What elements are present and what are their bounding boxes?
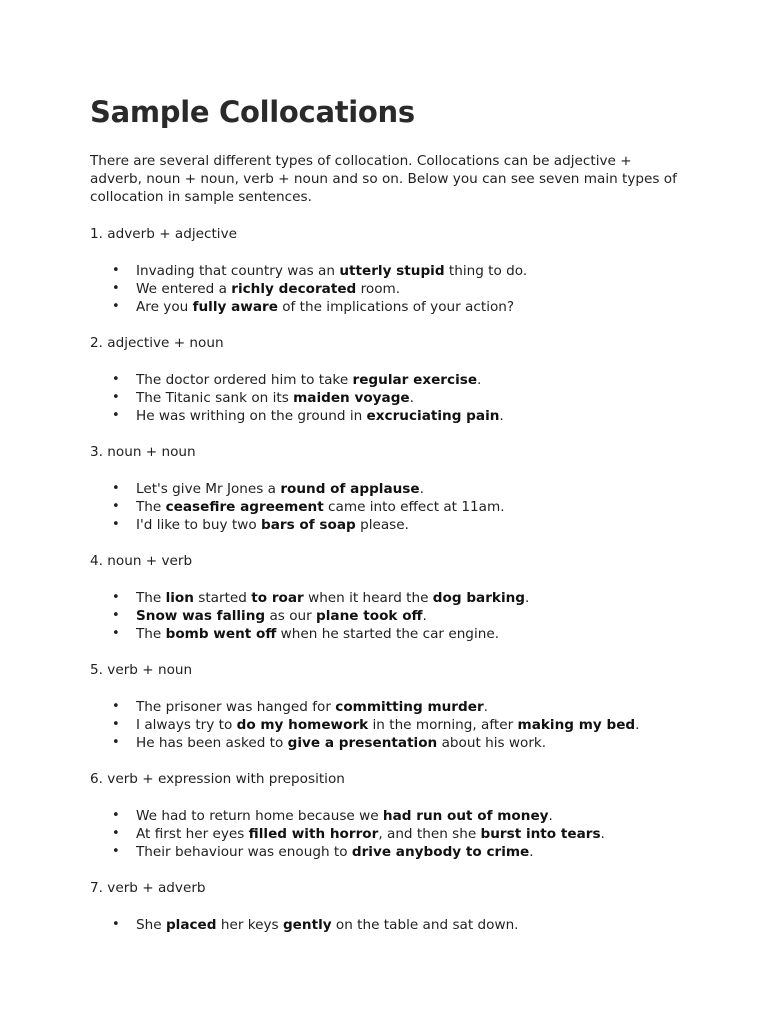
collocation-phrase: burst into tears	[480, 826, 601, 842]
collocation-phrase: to roar	[251, 590, 304, 606]
sentence-text: .	[499, 408, 504, 424]
sentence-text: .	[635, 717, 640, 733]
sentence-text: He was writhing on the ground in	[136, 408, 367, 424]
sentence-text: .	[477, 372, 482, 388]
bullet-icon: •	[112, 608, 120, 623]
bullet-icon: •	[112, 481, 120, 496]
sentence-text: in the morning, after	[368, 717, 518, 733]
collocation-phrase: committing murder	[335, 699, 484, 715]
collocation-phrase: round of applause	[280, 481, 420, 497]
sentence-text: .	[525, 590, 530, 606]
collocation-phrase: bomb went off	[165, 626, 277, 642]
example-list	[90, 371, 690, 425]
bullet-icon: •	[112, 281, 120, 296]
section-heading: 7. verb + adverb	[90, 880, 206, 896]
sentence-text: He has been asked to	[136, 735, 288, 751]
sentence-text: I'd like to buy two	[136, 517, 261, 533]
example-list	[90, 807, 690, 861]
example-list	[90, 262, 690, 316]
example-sentence	[90, 734, 690, 752]
sentence-text: At first her eyes	[136, 826, 249, 842]
sentence-text: Their behaviour was enough to	[136, 844, 352, 860]
collocation-phrase: do my homework	[236, 717, 369, 733]
sentence-text: .	[419, 481, 424, 497]
example-sentence	[90, 389, 690, 407]
collocation-phrase: lion	[165, 590, 194, 606]
section-heading: 1. adverb + adjective	[90, 226, 237, 242]
bullet-icon: •	[112, 408, 120, 423]
sentence-text: when it heard the	[303, 590, 433, 606]
sentence-text: about his work.	[437, 735, 547, 751]
example-sentence	[90, 843, 690, 861]
sentence-text: Let's give Mr Jones a	[136, 481, 281, 497]
example-sentence	[90, 589, 690, 607]
sentence-text: thing to do.	[444, 263, 528, 279]
example-sentence	[90, 262, 690, 280]
sentence-text: room.	[356, 281, 401, 297]
example-sentence	[90, 298, 690, 316]
bullet-icon: •	[112, 735, 120, 750]
example-sentence	[90, 825, 690, 843]
sentence-text: came into effect at 11am.	[323, 499, 505, 515]
example-sentence	[90, 407, 690, 425]
example-sentence	[90, 607, 690, 625]
sentence-text: We had to return home because we	[136, 808, 383, 824]
bullet-icon: •	[112, 590, 120, 605]
bullet-icon: •	[112, 917, 120, 932]
collocation-phrase: filled with horror	[248, 826, 379, 842]
section-heading: 5. verb + noun	[90, 662, 193, 678]
collocation-phrase: ceasefire agreement	[165, 499, 324, 515]
sentence-text: .	[529, 844, 534, 860]
sentence-text: .	[483, 699, 488, 715]
bullet-icon: •	[112, 844, 120, 859]
example-list	[90, 698, 690, 752]
bullet-icon: •	[112, 626, 120, 641]
sentence-text: her keys	[216, 917, 283, 933]
sentence-text: The prisoner was hanged for	[136, 699, 336, 715]
collocation-phrase: excruciating pain	[366, 408, 500, 424]
collocation-phrase: gently	[282, 917, 332, 933]
sentence-text: .	[409, 390, 414, 406]
bullet-icon: •	[112, 699, 120, 714]
section-heading: 6. verb + expression with preposition	[90, 771, 345, 787]
collocation-phrase: making my bed	[517, 717, 636, 733]
example-sentence	[90, 807, 690, 825]
collocation-phrase: fully aware	[192, 299, 278, 315]
collocation-phrase: drive anybody to crime	[351, 844, 530, 860]
example-list	[90, 480, 690, 534]
sentence-text: Are you	[136, 299, 193, 315]
sentence-text: when he started the car engine.	[276, 626, 500, 642]
sentence-text: Invading that country was an	[136, 263, 340, 279]
example-list	[90, 589, 690, 643]
bullet-icon: •	[112, 808, 120, 823]
bullet-icon: •	[112, 299, 120, 314]
sentence-text: of the implications of your action?	[277, 299, 515, 315]
section-heading: 2. adjective + noun	[90, 335, 224, 351]
sentence-text: .	[548, 808, 553, 824]
sentence-text: , and then she	[378, 826, 481, 842]
collocation-phrase: Snow was falling	[136, 608, 266, 624]
example-sentence	[90, 916, 690, 934]
bullet-icon: •	[112, 717, 120, 732]
example-sentence	[90, 625, 690, 643]
sentence-text: The	[136, 626, 166, 642]
sentence-text: started	[193, 590, 252, 606]
sentence-text: The	[136, 499, 166, 515]
sentence-text: We entered a	[136, 281, 232, 297]
intro-paragraph: There are several different types of collocation. Collocations can be adjective + adverb, noun + noun, verb + noun and so on. Below you can see seven main types of collocation in sample sentences.	[90, 153, 677, 205]
collocation-phrase: bars of soap	[261, 517, 356, 533]
bullet-icon: •	[112, 390, 120, 405]
bullet-icon: •	[112, 372, 120, 387]
page-title: Sample Collocations	[90, 95, 415, 129]
sentence-text: The doctor ordered him to take	[136, 372, 353, 388]
collocation-phrase: richly decorated	[231, 281, 357, 297]
section-heading: 3. noun + noun	[90, 444, 196, 460]
sentence-text: .	[600, 826, 605, 842]
sentence-text: The	[136, 590, 166, 606]
collocation-sections	[90, 225, 690, 934]
sentence-text: The Titanic sank on its	[136, 390, 294, 406]
bullet-icon: •	[112, 826, 120, 841]
example-sentence	[90, 480, 690, 498]
collocation-phrase: plane took off	[316, 608, 423, 624]
sentence-text: on the table and sat down.	[331, 917, 519, 933]
sentence-text: I always try to	[136, 717, 237, 733]
collocation-phrase: give a presentation	[287, 735, 438, 751]
sentence-text: as our	[265, 608, 317, 624]
bullet-icon: •	[112, 263, 120, 278]
sentence-text: please.	[355, 517, 409, 533]
example-sentence	[90, 371, 690, 389]
collocation-phrase: dog barking	[432, 590, 526, 606]
example-sentence	[90, 280, 690, 298]
sentence-text: .	[422, 608, 427, 624]
example-sentence	[90, 498, 690, 516]
example-sentence	[90, 716, 690, 734]
collocation-phrase: had run out of money	[382, 808, 549, 824]
collocation-phrase: placed	[165, 917, 217, 933]
document-page	[90, 92, 690, 952]
example-list	[90, 916, 690, 934]
example-sentence	[90, 516, 690, 534]
collocation-phrase: maiden voyage	[293, 390, 410, 406]
example-sentence	[90, 698, 690, 716]
collocation-phrase: regular exercise	[352, 372, 478, 388]
sentence-text: She	[136, 917, 166, 933]
section-heading: 4. noun + verb	[90, 553, 193, 569]
bullet-icon: •	[112, 499, 120, 514]
collocation-phrase: utterly stupid	[339, 263, 445, 279]
bullet-icon: •	[112, 517, 120, 532]
